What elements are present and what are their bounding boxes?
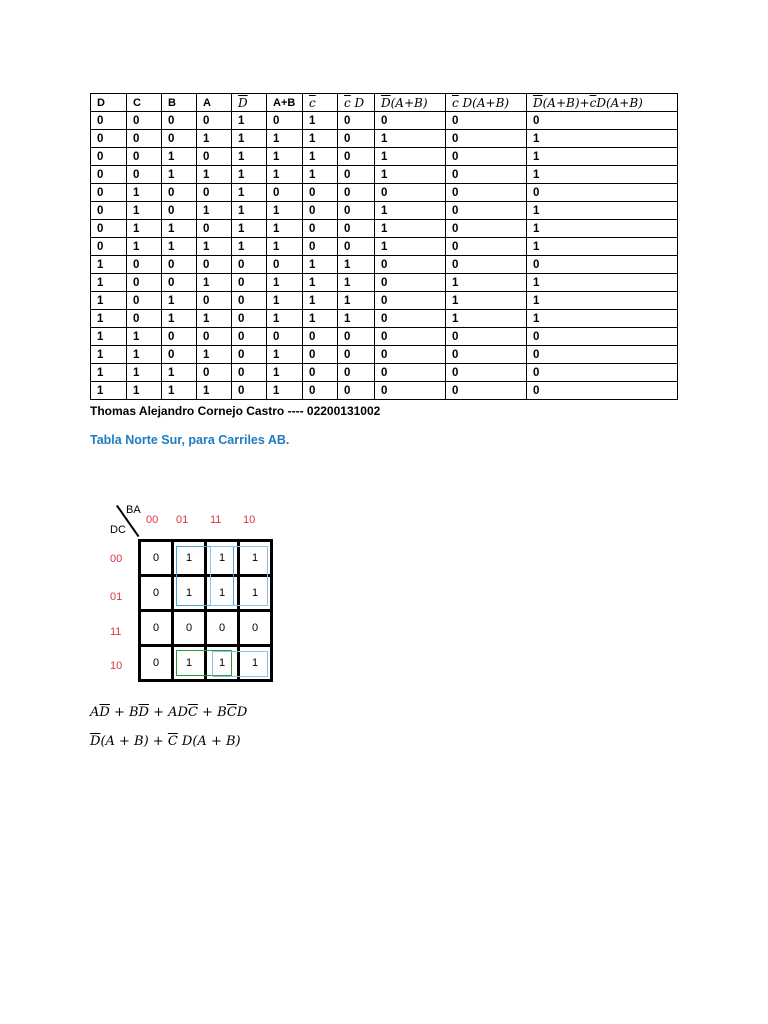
- table-row: [91, 364, 678, 382]
- table-cell: 0: [232, 256, 267, 274]
- table-cell: 1: [267, 292, 303, 310]
- kmap-col-label: 01: [176, 514, 189, 526]
- table-row: [91, 166, 678, 184]
- table-cell: 0: [375, 184, 446, 202]
- kmap-row: [140, 611, 272, 646]
- table-cell: 1: [303, 130, 338, 148]
- table-cell: 0: [527, 112, 678, 130]
- table-cell: 1: [527, 274, 678, 292]
- table-cell: 1: [162, 364, 197, 382]
- table-row: [91, 202, 678, 220]
- table-cell: 1: [375, 148, 446, 166]
- table-cell: 0: [375, 364, 446, 382]
- table-cell: 1: [127, 220, 162, 238]
- table-cell: 0: [338, 148, 375, 166]
- header-result: D(A+B)+cD(A+B): [527, 94, 678, 112]
- header-a-plus-b: A+B: [267, 94, 303, 112]
- table-cell: 0: [303, 220, 338, 238]
- table-cell: 1: [232, 112, 267, 130]
- table-cell: 1: [527, 310, 678, 328]
- table-cell: 0: [162, 328, 197, 346]
- table-cell: 1: [527, 238, 678, 256]
- kmap-cell: 0: [173, 611, 206, 646]
- table-cell: 0: [91, 238, 127, 256]
- table-cell: 0: [197, 328, 232, 346]
- table-cell: 1: [303, 256, 338, 274]
- table-cell: 1: [232, 220, 267, 238]
- header-b: B: [162, 94, 197, 112]
- table-cell: 0: [375, 310, 446, 328]
- kmap-row: [140, 541, 272, 576]
- table-cell: 0: [303, 202, 338, 220]
- table-cell: 0: [446, 256, 527, 274]
- table-cell: 1: [267, 148, 303, 166]
- table-cell: 1: [91, 256, 127, 274]
- table-cell: 0: [197, 184, 232, 202]
- table-cell: 0: [303, 184, 338, 202]
- table-cell: 1: [91, 328, 127, 346]
- table-cell: 0: [127, 112, 162, 130]
- table-cell: 1: [375, 202, 446, 220]
- table-row: [91, 220, 678, 238]
- table-cell: 1: [338, 292, 375, 310]
- kmap-row: [140, 646, 272, 681]
- table-cell: 1: [303, 112, 338, 130]
- kmap-cell: 1: [173, 541, 206, 576]
- table-cell: 1: [527, 292, 678, 310]
- table-cell: 1: [527, 220, 678, 238]
- table-header-row: [91, 94, 678, 112]
- table-cell: 1: [303, 166, 338, 184]
- table-cell: 0: [446, 202, 527, 220]
- kmap-cell: 1: [173, 646, 206, 681]
- kmap-cell: 0: [206, 611, 239, 646]
- table-cell: 1: [267, 364, 303, 382]
- table-row: [91, 346, 678, 364]
- kmap-cell: 0: [140, 646, 173, 681]
- table-cell: 0: [162, 274, 197, 292]
- kmap-row-label: 11: [110, 626, 122, 638]
- table-cell: 0: [338, 220, 375, 238]
- table-cell: 0: [91, 166, 127, 184]
- table-cell: 0: [127, 310, 162, 328]
- table-cell: 0: [232, 364, 267, 382]
- table-cell: 1: [232, 166, 267, 184]
- table-cell: 1: [375, 220, 446, 238]
- table-cell: 0: [232, 346, 267, 364]
- table-cell: 0: [91, 184, 127, 202]
- kmap-row-label: 00: [110, 553, 123, 565]
- table-row: [91, 256, 678, 274]
- table-row: [91, 130, 678, 148]
- header-a: A: [197, 94, 232, 112]
- kmap-cell: 0: [140, 611, 173, 646]
- kmap-cell: 0: [239, 611, 272, 646]
- author-caption: Thomas Alejandro Cornejo Castro ---- 02200131002: [90, 404, 381, 418]
- table-cell: 0: [162, 130, 197, 148]
- table-cell: 1: [197, 346, 232, 364]
- table-cell: 0: [338, 382, 375, 400]
- table-cell: 0: [267, 112, 303, 130]
- header-c-bar-d-a-plus-b: c D(A+B): [446, 94, 527, 112]
- table-cell: 0: [375, 274, 446, 292]
- table-cell: 0: [303, 346, 338, 364]
- table-cell: 1: [232, 238, 267, 256]
- kmap-cell: 1: [206, 646, 239, 681]
- table-cell: 1: [232, 130, 267, 148]
- table-cell: 0: [338, 184, 375, 202]
- table-cell: 1: [197, 202, 232, 220]
- table-cell: 0: [162, 256, 197, 274]
- table-cell: 0: [446, 184, 527, 202]
- table-cell: 0: [197, 148, 232, 166]
- table-cell: 1: [338, 256, 375, 274]
- kmap-cell: 1: [239, 576, 272, 611]
- table-cell: 1: [232, 184, 267, 202]
- table-cell: 0: [91, 130, 127, 148]
- table-cell: 0: [338, 364, 375, 382]
- table-cell: 0: [162, 112, 197, 130]
- header-d-bar-a-plus-b: D(A+B): [375, 94, 446, 112]
- table-cell: 0: [375, 346, 446, 364]
- table-cell: 1: [267, 130, 303, 148]
- kmap-row-var: DC: [110, 524, 126, 536]
- table-cell: 1: [162, 148, 197, 166]
- table-cell: 1: [303, 292, 338, 310]
- table-cell: 0: [338, 130, 375, 148]
- kmap-cell: 1: [239, 541, 272, 576]
- table-cell: 1: [267, 310, 303, 328]
- truth-table-body: [91, 112, 678, 400]
- table-cell: 0: [303, 382, 338, 400]
- table-cell: 0: [162, 184, 197, 202]
- table-cell: 1: [446, 274, 527, 292]
- kmap-cell: 1: [173, 576, 206, 611]
- table-cell: 0: [197, 292, 232, 310]
- table-cell: 0: [375, 382, 446, 400]
- table-cell: 0: [375, 112, 446, 130]
- table-cell: 1: [267, 220, 303, 238]
- table-cell: 0: [338, 328, 375, 346]
- table-cell: 0: [232, 274, 267, 292]
- table-cell: 0: [303, 238, 338, 256]
- table-cell: 0: [446, 238, 527, 256]
- table-cell: 0: [303, 364, 338, 382]
- table-cell: 0: [232, 328, 267, 346]
- table-cell: 1: [267, 382, 303, 400]
- table-cell: 0: [527, 364, 678, 382]
- table-cell: 1: [127, 202, 162, 220]
- table-cell: 0: [127, 130, 162, 148]
- table-cell: 0: [91, 220, 127, 238]
- table-cell: 0: [162, 202, 197, 220]
- table-cell: 0: [446, 220, 527, 238]
- table-cell: 1: [197, 166, 232, 184]
- truth-table: [90, 93, 678, 400]
- kmap-row: [140, 576, 272, 611]
- table-cell: 0: [232, 310, 267, 328]
- table-row: [91, 238, 678, 256]
- table-cell: 1: [232, 202, 267, 220]
- table-cell: 1: [197, 382, 232, 400]
- table-cell: 1: [303, 148, 338, 166]
- table-cell: 1: [527, 202, 678, 220]
- table-cell: 1: [127, 238, 162, 256]
- table-cell: 0: [232, 382, 267, 400]
- table-cell: 0: [446, 364, 527, 382]
- table-cell: 1: [303, 274, 338, 292]
- table-cell: 0: [127, 256, 162, 274]
- kmap-cell: 1: [206, 541, 239, 576]
- header-c: C: [127, 94, 162, 112]
- header-d: D: [91, 94, 127, 112]
- table-cell: 0: [338, 238, 375, 256]
- table-cell: 0: [446, 112, 527, 130]
- table-cell: 1: [267, 202, 303, 220]
- kmap-cell: 1: [239, 646, 272, 681]
- table-cell: 0: [162, 346, 197, 364]
- kmap-col-var: BA: [126, 504, 141, 516]
- table-row: [91, 148, 678, 166]
- table-cell: 0: [338, 202, 375, 220]
- table-cell: 1: [162, 292, 197, 310]
- table-cell: 1: [91, 274, 127, 292]
- table-row: [91, 382, 678, 400]
- table-cell: 0: [338, 346, 375, 364]
- table-cell: 1: [267, 166, 303, 184]
- table-cell: 1: [446, 310, 527, 328]
- table-cell: 0: [446, 148, 527, 166]
- table-cell: 0: [375, 328, 446, 346]
- table-cell: 1: [91, 382, 127, 400]
- header-c-bar: c: [303, 94, 338, 112]
- table-cell: 1: [127, 346, 162, 364]
- table-row: [91, 328, 678, 346]
- kmap-col-label: 10: [243, 514, 256, 526]
- table-cell: 1: [162, 220, 197, 238]
- table-row: [91, 310, 678, 328]
- table-cell: 1: [91, 346, 127, 364]
- table-cell: 0: [197, 364, 232, 382]
- kmap-cell: 1: [206, 576, 239, 611]
- table-cell: 1: [446, 292, 527, 310]
- table-cell: 0: [91, 202, 127, 220]
- table-cell: 0: [446, 346, 527, 364]
- table-row: [91, 292, 678, 310]
- table-cell: 0: [527, 256, 678, 274]
- table-cell: 1: [527, 166, 678, 184]
- simplified-expression-1: AD + BD + ADC + BCD: [90, 705, 248, 720]
- table-cell: 1: [91, 310, 127, 328]
- table-cell: 0: [527, 382, 678, 400]
- kmap-col-label: 00: [146, 514, 159, 526]
- karnaugh-map: [100, 500, 300, 700]
- table-cell: 1: [162, 166, 197, 184]
- table-cell: 1: [267, 346, 303, 364]
- kmap-col-label: 11: [210, 514, 222, 526]
- table-cell: 0: [232, 292, 267, 310]
- table-cell: 1: [91, 364, 127, 382]
- table-row: [91, 184, 678, 202]
- table-cell: 0: [338, 112, 375, 130]
- kmap-cell: 0: [140, 541, 173, 576]
- table-cell: 1: [127, 364, 162, 382]
- table-cell: 0: [127, 292, 162, 310]
- kmap-row-label: 01: [110, 591, 123, 603]
- table-cell: 0: [197, 112, 232, 130]
- table-cell: 0: [127, 274, 162, 292]
- table-cell: 1: [375, 166, 446, 184]
- table-cell: 1: [197, 274, 232, 292]
- table-cell: 0: [527, 328, 678, 346]
- section-title: Tabla Norte Sur, para Carriles AB.: [90, 433, 290, 447]
- table-cell: 1: [232, 148, 267, 166]
- kmap-cell: 0: [140, 576, 173, 611]
- table-cell: 1: [162, 310, 197, 328]
- table-cell: 0: [338, 166, 375, 184]
- table-cell: 0: [446, 130, 527, 148]
- table-cell: 1: [197, 238, 232, 256]
- table-row: [91, 112, 678, 130]
- table-cell: 0: [91, 112, 127, 130]
- header-d-bar: D: [232, 94, 267, 112]
- table-cell: 1: [267, 274, 303, 292]
- table-cell: 0: [267, 184, 303, 202]
- table-cell: 0: [127, 166, 162, 184]
- table-cell: 0: [91, 148, 127, 166]
- table-cell: 0: [527, 346, 678, 364]
- table-cell: 1: [375, 130, 446, 148]
- kmap-grid: [138, 539, 273, 682]
- table-cell: 1: [127, 328, 162, 346]
- table-cell: 1: [338, 310, 375, 328]
- table-cell: 0: [446, 382, 527, 400]
- table-cell: 0: [197, 220, 232, 238]
- table-cell: 0: [375, 292, 446, 310]
- table-cell: 1: [127, 184, 162, 202]
- table-cell: 0: [303, 328, 338, 346]
- table-cell: 1: [197, 310, 232, 328]
- table-cell: 1: [197, 130, 232, 148]
- table-cell: 0: [197, 256, 232, 274]
- table-cell: 0: [527, 184, 678, 202]
- table-cell: 1: [127, 382, 162, 400]
- table-cell: 1: [91, 292, 127, 310]
- table-cell: 0: [446, 166, 527, 184]
- kmap-row-label: 10: [110, 660, 123, 672]
- table-cell: 1: [338, 274, 375, 292]
- table-cell: 1: [527, 148, 678, 166]
- table-cell: 1: [162, 382, 197, 400]
- table-cell: 1: [162, 238, 197, 256]
- table-cell: 1: [267, 238, 303, 256]
- table-cell: 1: [303, 310, 338, 328]
- table-cell: 0: [446, 328, 527, 346]
- table-cell: 0: [267, 328, 303, 346]
- table-cell: 0: [127, 148, 162, 166]
- table-row: [91, 274, 678, 292]
- table-cell: 1: [527, 130, 678, 148]
- simplified-expression-2: D(A + B) + C D(A + B): [90, 734, 241, 749]
- table-cell: 0: [267, 256, 303, 274]
- table-cell: 1: [375, 238, 446, 256]
- table-cell: 0: [375, 256, 446, 274]
- header-c-bar-d: c D: [338, 94, 375, 112]
